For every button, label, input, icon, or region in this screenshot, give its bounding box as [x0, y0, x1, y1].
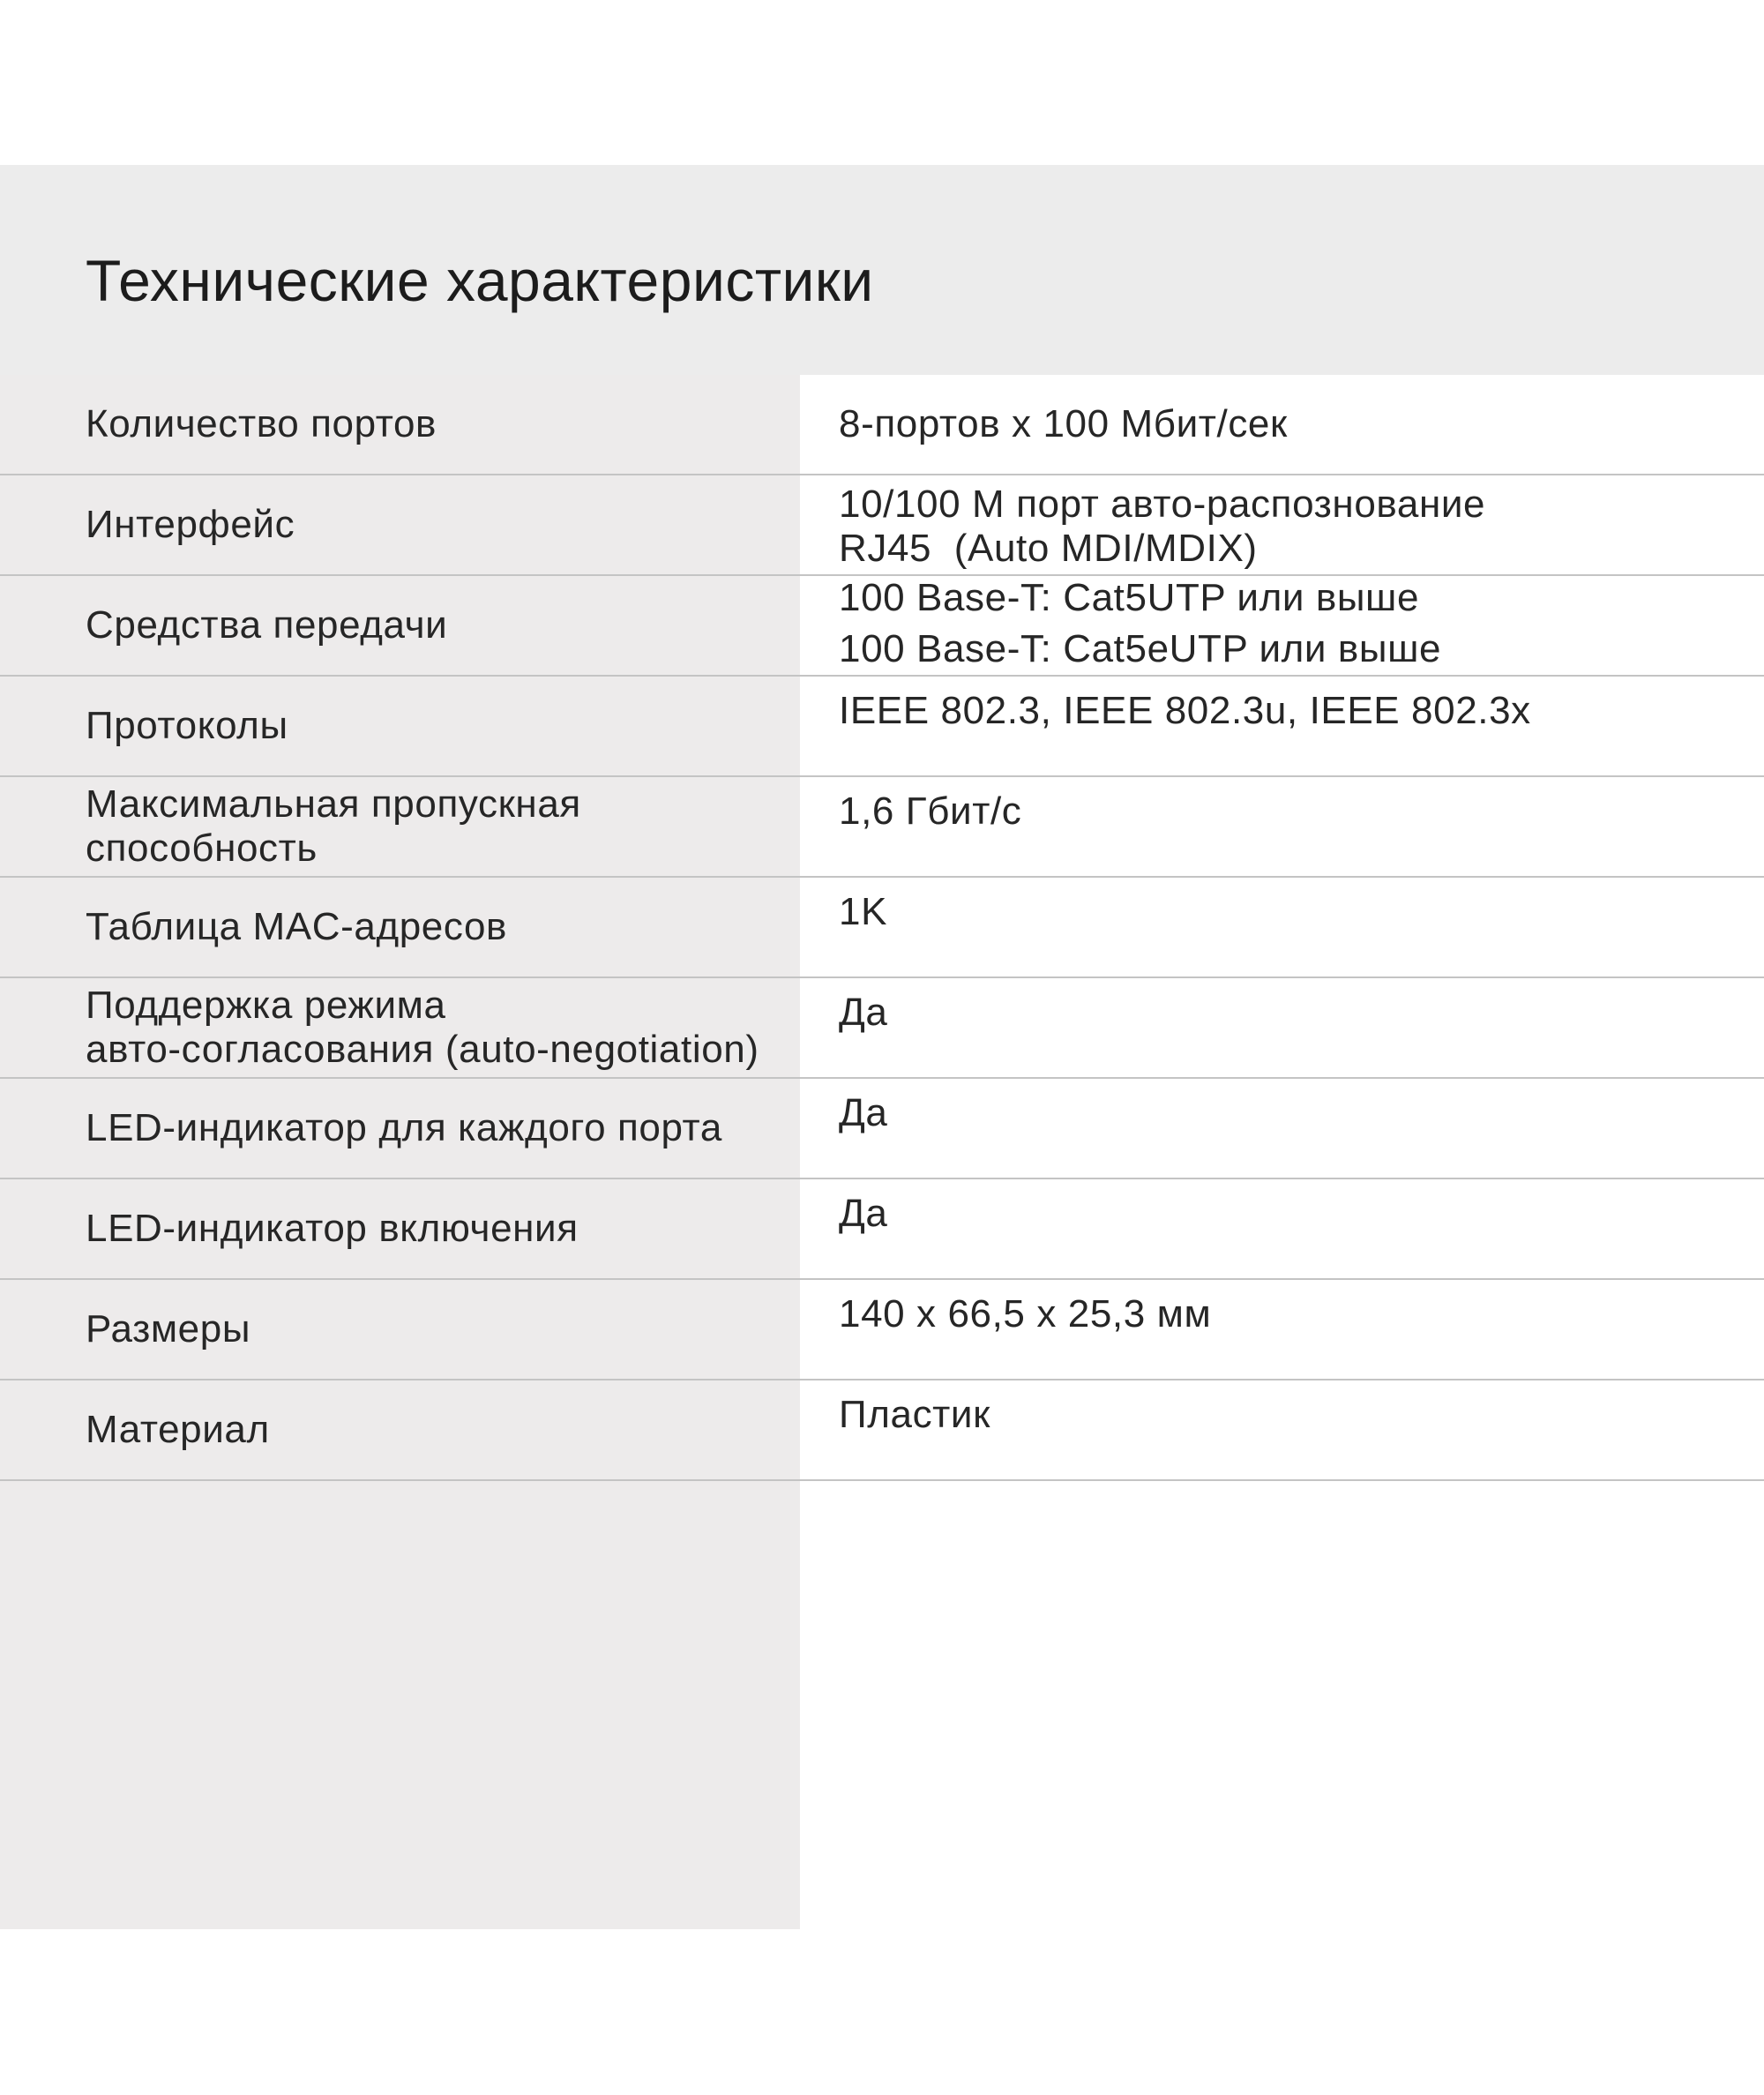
spec-value-line: Да: [839, 991, 888, 1034]
spec-value-line: Пластик: [839, 1393, 990, 1436]
spec-label-line: авто-согласования (auto-negotiation): [86, 1028, 759, 1071]
spec-label: Размеры: [86, 1307, 251, 1351]
spec-value-line: Да: [839, 1091, 888, 1134]
spec-value: [800, 1079, 1764, 1178]
spec-value: [800, 1280, 1764, 1379]
spec-label: Материал: [86, 1408, 270, 1451]
spec-row-interface: [0, 475, 1764, 576]
spec-value-line: 1,6 Гбит/с: [839, 789, 1022, 833]
spec-label: Интерфейс: [86, 503, 295, 546]
spec-label: LED-индикатор для каждого порта: [86, 1106, 722, 1149]
spec-label-line: способность: [86, 827, 318, 870]
spec-value: [800, 978, 1764, 1077]
spec-label: Количество портов: [86, 402, 437, 445]
spec-value: [800, 475, 1764, 574]
spec-row-dimensions: [0, 1280, 1764, 1380]
spec-value: [800, 878, 1764, 976]
spec-label: Средства передачи: [86, 603, 448, 647]
spec-row-port-led: [0, 1079, 1764, 1179]
spec-value-line: 100 Base-T: Cat5eUTP или выше: [839, 627, 1442, 670]
spec-row-ports: [0, 375, 1764, 475]
spec-value: [800, 1380, 1764, 1479]
spec-value-line: 8-портов x 100 Мбит/сек: [839, 402, 1288, 445]
spec-value-line: Да: [839, 1192, 888, 1235]
spec-label: Протоколы: [86, 704, 288, 747]
spec-row-auto-negotiation: [0, 978, 1764, 1079]
spec-value-line: 100 Base-T: Cat5UTP или выше: [839, 576, 1420, 619]
spec-value: [800, 375, 1764, 474]
spec-value-line: 140 x 66,5 x 25,3 мм: [839, 1292, 1212, 1336]
spec-value: [800, 777, 1764, 876]
spec-table: [0, 375, 1764, 1481]
spec-value-line: RJ45 (Auto MDI/MDIX): [839, 527, 1258, 570]
spec-label-line: Поддержка режима: [86, 984, 446, 1027]
spec-value: [800, 1179, 1764, 1278]
spec-value-line: 10/100 M порт авто-распознование: [839, 483, 1486, 526]
spec-row-protocols: [0, 677, 1764, 777]
spec-row-power-led: [0, 1179, 1764, 1280]
spec-row-media: [0, 576, 1764, 677]
page-title: Технические характеристики: [86, 248, 874, 313]
spec-row-material: [0, 1380, 1764, 1481]
spec-label: LED-индикатор включения: [86, 1207, 579, 1250]
spec-row-throughput: [0, 777, 1764, 878]
spec-label: [0, 978, 800, 1077]
spec-row-mac-table: [0, 878, 1764, 978]
spec-value-line: IEEE 802.3, IEEE 802.3u, IEEE 802.3x: [839, 689, 1531, 732]
spec-label: [0, 777, 800, 876]
spec-label: Таблица MAC-адресов: [86, 905, 507, 948]
spec-value-line: 1K: [839, 890, 888, 933]
spec-value: [800, 677, 1764, 775]
spec-label-line: Максимальная пропускная: [86, 782, 581, 826]
spec-value: [800, 576, 1764, 675]
